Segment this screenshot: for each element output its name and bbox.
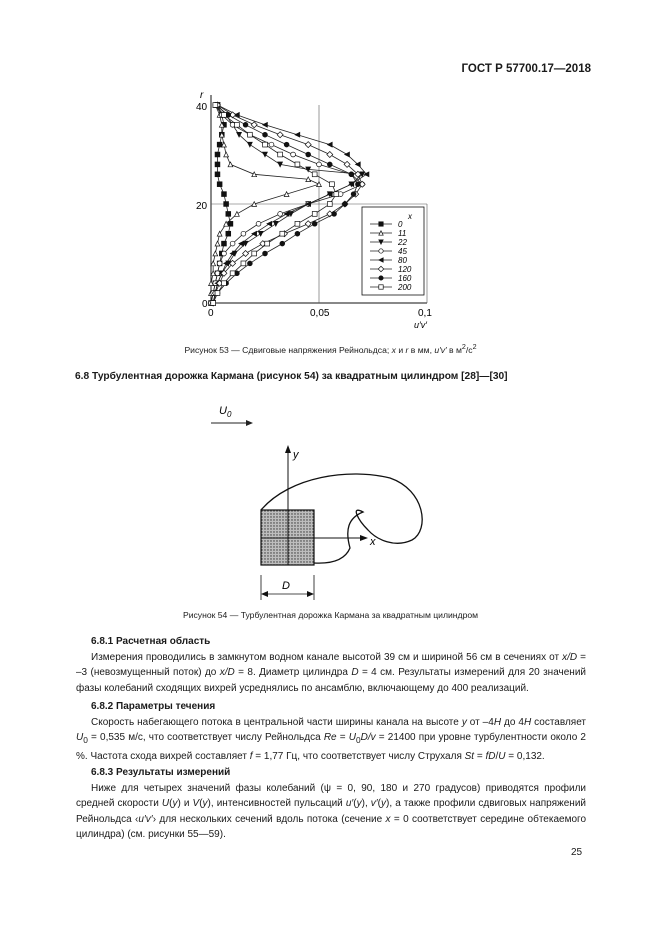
legend-entry-22: 22 xyxy=(398,238,407,247)
x-tick-01: 0,1 xyxy=(418,308,432,319)
legend-entry-45: 45 xyxy=(398,247,407,256)
y-axis-label: r xyxy=(200,90,204,101)
legend-entry-11: 11 xyxy=(398,229,407,238)
section-6-8-title: 6.8 Турбулентная дорожка Кармана (рисунок 54) за квадратным цилиндром [28]—[30] xyxy=(75,371,508,382)
x-axis-symbol: x xyxy=(370,536,376,548)
y-axis-symbol: y xyxy=(293,449,299,461)
x-axis-label: u′v′ xyxy=(414,320,427,330)
u0-label: $U_0$ xyxy=(219,405,232,419)
y-tick-20: 20 xyxy=(196,201,208,212)
legend-entry-200: 200 xyxy=(398,283,412,292)
y-tick-0: 0 xyxy=(202,299,208,310)
section-6-8-3-text: Ниже для четырех значений фазы колебаний (ψ = 0, 90, 180 и 270 градусов) приводятся профили средней скорости U(y) и V(y), интенсивностей пульсаций u′(y), v′(y), а также профили сдвиговых напряжений Рейнольдса ‹u′v′› для нескольких сечений вдоль потока (сечение x = 0 соответствует середине обтекаемого цилиндра) (см. рисунки 55—59). xyxy=(76,783,587,840)
legend-entry-120: 120 xyxy=(398,265,412,274)
x-tick-0: 0 xyxy=(208,308,214,319)
legend-title: x xyxy=(408,212,412,221)
dim-arrow-left xyxy=(261,591,268,597)
dim-arrow-right xyxy=(307,591,314,597)
page-number: 25 xyxy=(571,847,583,858)
legend-entry-0: 0 xyxy=(398,220,403,229)
flow-arrow-head xyxy=(246,420,253,426)
section-6-8-2-title: 6.8.2 Параметры течения xyxy=(91,701,216,712)
section-6-8-3-title: 6.8.3 Результаты измерений xyxy=(91,767,231,778)
y-tick-40: 40 xyxy=(196,102,208,113)
x-axis-head xyxy=(360,535,368,541)
document-header: ГОСТ Р 57700.17—2018 xyxy=(461,63,591,75)
figure-53-caption: Рисунок 53 — Сдвиговые напряжения Рейнольдса; x и r в мм, u′v′ в $м^2/с^2$ xyxy=(184,343,477,355)
section-6-8-1-text: Измерения проводились в замкнутом водном канале высотой 39 см и шириной 56 см в сечениях от x/D = –3 (невозмущенный поток) до x/D = 8. Диаметр цилиндра D = 4 см. Результаты измерений для 20 значений фазы колебаний сходящих вихрей усреднялись по ансамблю, включающему до 400 реализаций. xyxy=(76,652,587,694)
x-tick-005: 0,05 xyxy=(310,308,330,319)
dim-label: D xyxy=(282,580,290,592)
figure-54-caption: Рисунок 54 — Турбулентная дорожка Кармана за квадратным цилиндром xyxy=(182,610,479,620)
section-6-8-2-text: Скорость набегающего потока в центральной части ширины канала на высоте y от –4H до 4H составляет $U_0 = 0,535$ м/с, что соответствует числу Рейнольдса $Re = U_0D/v = 21400$ при уровне турбулентности около 2 %. Частота схода вихрей составляет f = 1,77 Гц, что соответствует числу Струхаля St = fD/U = 0,132. xyxy=(76,717,587,762)
section-6-8-1-title: 6.8.1 Расчетная область xyxy=(91,636,211,647)
legend-entry-80: 80 xyxy=(398,256,407,265)
y-axis-head xyxy=(285,445,291,453)
legend-entry-160: 160 xyxy=(398,274,412,283)
